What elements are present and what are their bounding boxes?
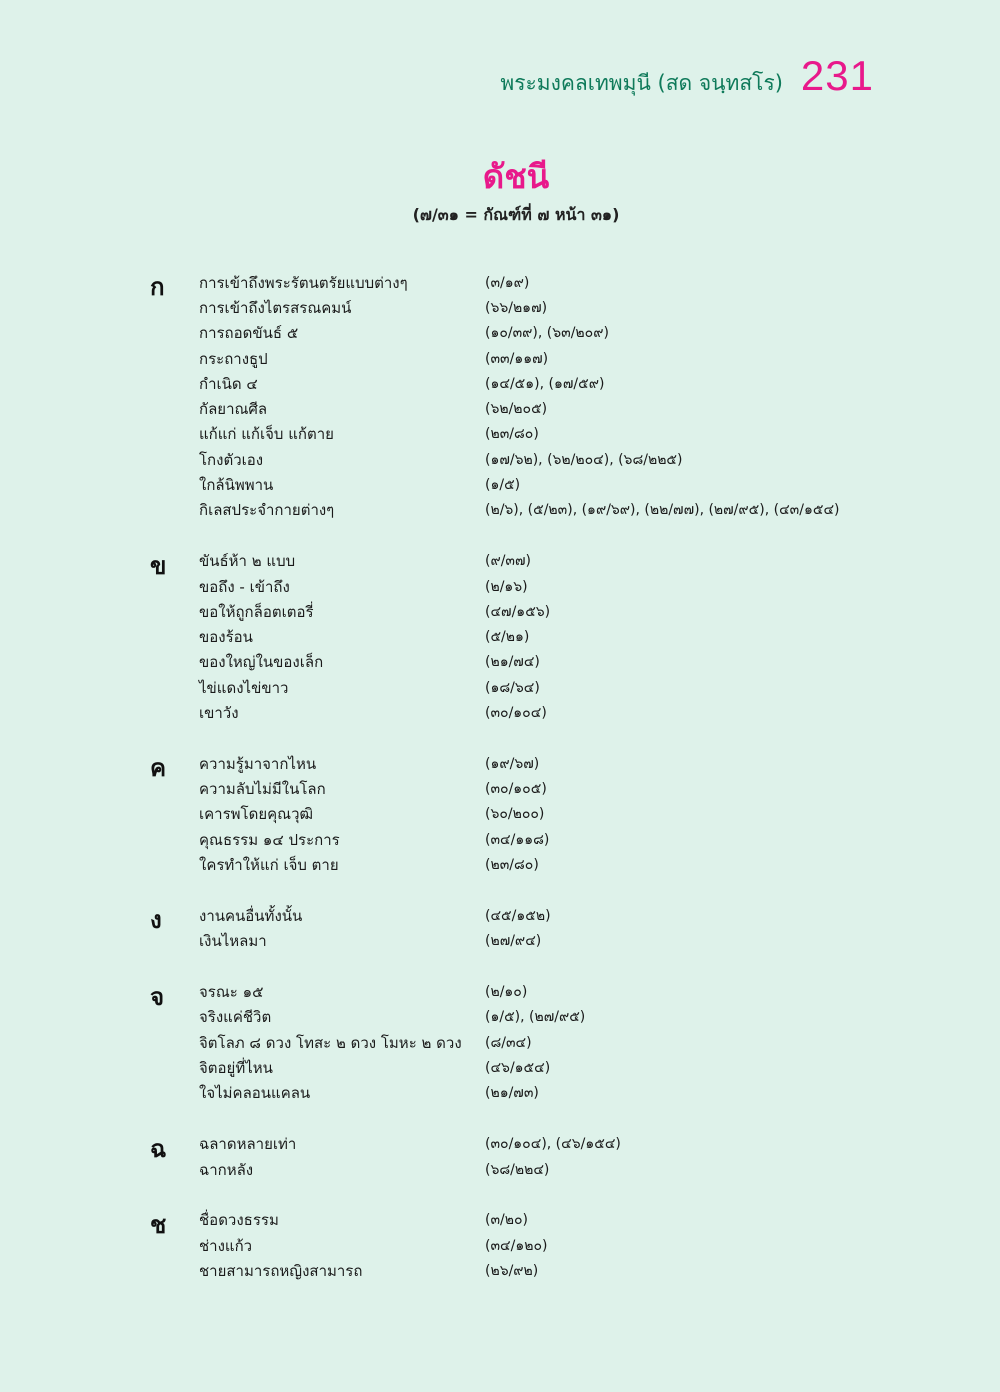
index-entry xyxy=(150,929,870,954)
entry-term: การเข้าถึงพระรัตนตรัยแบบต่างๆ xyxy=(199,273,408,292)
index-entry xyxy=(150,1233,870,1258)
entry-term: งานคนอื่นทั้งนั้น xyxy=(199,906,303,925)
entry-term: ของใหญ่ในของเล็ก xyxy=(199,653,324,672)
index-letter: จ xyxy=(150,982,165,1011)
index-legend: (๗/๓๑ = กัณฑ์ที่ ๗ หน้า ๓๑) xyxy=(412,205,620,224)
entry-references: (๖๖/๒๑๗) xyxy=(485,299,548,316)
entry-term: เขาวัง xyxy=(199,703,239,722)
index-entry xyxy=(150,396,870,421)
entry-references: (๒๑/๗๓) xyxy=(485,1085,539,1102)
entry-term: ชายสามารถหญิงสามารถ xyxy=(199,1262,363,1280)
index-entry xyxy=(150,270,870,295)
index-letter: ก xyxy=(150,273,165,301)
entry-references: (๓๔/๑๑๘) xyxy=(485,831,550,848)
entry-term: ชื่อดวงธรรม xyxy=(199,1211,279,1230)
entry-term: ขอถึง - เข้าถึง xyxy=(199,577,290,596)
entry-term: การเข้าถึงไตรสรณคมน์ xyxy=(199,298,352,317)
page-number: 231 xyxy=(800,52,874,99)
entry-term: ใครทำให้แก่ เจ็บ ตาย xyxy=(199,856,339,875)
entry-term: ความลับไม่มีในโลก xyxy=(199,780,326,799)
entry-references: (๑๔/๕๑), (๑๗/๕๙) xyxy=(485,375,605,392)
entry-references: (๑๐/๓๙), (๖๓/๒๐๙) xyxy=(485,325,609,342)
entry-references: (๑/๕) xyxy=(485,477,521,494)
entry-references: (๔๗/๑๕๖) xyxy=(485,603,551,620)
index-entry xyxy=(150,1005,870,1030)
index-letter: ฉ xyxy=(150,1134,167,1163)
index-entry xyxy=(150,346,870,371)
entry-references: (๖๐/๒๐๐) xyxy=(485,806,545,823)
index-entry xyxy=(150,498,870,523)
index-group xyxy=(150,903,870,954)
entry-term: ใจไม่คลอนแคลน xyxy=(199,1084,311,1103)
index-entry xyxy=(150,751,870,776)
entry-references: (๔๖/๑๕๔) xyxy=(485,1060,551,1077)
entry-references: (๔๕/๑๕๒) xyxy=(485,907,551,924)
entry-references: (๑๙/๖๗) xyxy=(485,755,540,772)
entry-term: จรณะ ๑๕ xyxy=(199,983,264,1002)
index-entry xyxy=(150,549,870,574)
entry-term: ขอให้ถูกล็อตเตอรี่ xyxy=(199,602,314,621)
entry-references: (๑๘/๖๔) xyxy=(485,679,540,696)
entry-references: (๑๗/๖๒), (๖๒/๒๐๔), (๖๘/๒๒๕) xyxy=(485,451,683,468)
running-header xyxy=(500,52,874,100)
entry-term: กัลยาณศีล xyxy=(199,400,268,419)
entry-term: จิตโลภ ๘ ดวง โทสะ ๒ ดวง โมหะ ๒ ดวง xyxy=(199,1033,462,1052)
entry-references: (๒/๑๖) xyxy=(485,578,528,595)
entry-term: ของร้อน xyxy=(199,628,253,647)
entry-term: ขันธ์ห้า ๒ แบบ xyxy=(199,552,296,571)
index-group xyxy=(150,1208,870,1284)
entry-references: (๖๘/๒๒๔) xyxy=(485,1161,550,1178)
index-entry xyxy=(150,980,870,1005)
entry-term: ไข่แดงไข่ขาว xyxy=(199,678,289,697)
index-entry xyxy=(150,574,870,599)
entry-references: (๕/๒๑) xyxy=(485,629,530,646)
index-group xyxy=(150,549,870,726)
entry-references: (๓๐/๑๐๕) xyxy=(485,781,547,798)
entry-references: (๒/๖), (๕/๒๓), (๑๙/๖๙), (๒๒/๗๗), (๒๗/๙๕), (๔๓/๑๕๔) xyxy=(485,502,840,519)
entry-references: (๒/๑๐) xyxy=(485,984,528,1001)
entry-references: (๓๐/๑๐๔) xyxy=(485,704,547,721)
running-title: พระมงคลเทพมุนี (สด จนฺทสโร) xyxy=(500,71,783,95)
entry-term: ฉากหลัง xyxy=(199,1160,254,1179)
index-letter: ง xyxy=(150,906,162,935)
entry-references: (๓/๑๙) xyxy=(485,274,530,291)
entry-term: คุณธรรม ๑๔ ประการ xyxy=(199,830,340,849)
entry-term: ความรู้มาจากไหน xyxy=(199,754,317,773)
entry-term: การถอดขันธ์ ๕ xyxy=(199,324,299,343)
index-entry xyxy=(150,1030,870,1055)
index-entry xyxy=(150,1258,870,1283)
entry-term: จิตอยู่ที่ไหน xyxy=(199,1059,273,1078)
index-entry xyxy=(150,1208,870,1233)
index-group xyxy=(150,1132,870,1183)
index-entry xyxy=(150,1055,870,1080)
index-letter: ช xyxy=(150,1210,167,1239)
index-entry xyxy=(150,777,870,802)
entry-references: (๙/๓๗) xyxy=(485,553,531,570)
index-entry xyxy=(150,1132,870,1157)
entry-term: ใกล้นิพพาน xyxy=(199,476,274,495)
index-entry xyxy=(150,827,870,852)
entry-term: กิเลสประจำกายต่างๆ xyxy=(199,501,335,520)
entry-term: ช่างแก้ว xyxy=(199,1236,253,1255)
index-entry xyxy=(150,295,870,320)
entry-references: (๒๗/๙๔) xyxy=(485,933,542,950)
index-entry xyxy=(150,903,870,928)
index-entry xyxy=(150,802,870,827)
entry-term: กำเนิด ๔ xyxy=(199,374,258,393)
entry-references: (๒๓/๘๐) xyxy=(485,857,539,874)
entry-references: (๖๒/๒๐๕) xyxy=(485,401,548,418)
entry-term: โกงตัวเอง xyxy=(199,450,264,469)
page-title: ดัชนี xyxy=(482,157,550,196)
index-letter: ข xyxy=(150,551,167,580)
entry-references: (๑/๕), (๒๗/๙๕) xyxy=(485,1009,586,1026)
index-entry xyxy=(150,599,870,624)
index-list xyxy=(150,270,870,1309)
entry-references: (๓๓/๑๑๗) xyxy=(485,350,549,367)
index-entry xyxy=(150,1157,870,1182)
index-group xyxy=(150,751,870,877)
entry-references: (๓/๒๐) xyxy=(485,1212,528,1229)
index-entry xyxy=(150,700,870,725)
entry-references: (๒๖/๙๒) xyxy=(485,1263,539,1279)
entry-term: เคารพโดยคุณวุฒิ xyxy=(199,805,314,824)
index-entry xyxy=(150,1081,870,1106)
entry-term: เงินไหลมา xyxy=(199,932,267,951)
index-entry xyxy=(150,675,870,700)
index-entry xyxy=(150,371,870,396)
entry-references: (๒๑/๗๔) xyxy=(485,654,540,671)
index-entry xyxy=(150,422,870,447)
index-entry xyxy=(150,852,870,877)
index-entry xyxy=(150,472,870,497)
entry-references: (๓๐/๑๐๔), (๔๖/๑๕๔) xyxy=(485,1136,621,1153)
index-group xyxy=(150,270,870,523)
entry-references: (๓๔/๑๒๐) xyxy=(485,1237,548,1254)
index-group xyxy=(150,980,870,1106)
entry-term: กระถางธูป xyxy=(199,349,268,368)
index-entry xyxy=(150,447,870,472)
entry-references: (๘/๓๔) xyxy=(485,1034,532,1051)
entry-term: แก้แก่ แก้เจ็บ แก้ตาย xyxy=(199,425,334,444)
index-entry xyxy=(150,321,870,346)
entry-term: ฉลาดหลายเท่า xyxy=(199,1135,297,1154)
entry-term: จริงแค่ชีวิต xyxy=(199,1008,272,1027)
index-letter: ค xyxy=(150,754,167,783)
index-entry xyxy=(150,650,870,675)
entry-references: (๒๓/๘๐) xyxy=(485,426,539,443)
index-entry xyxy=(150,624,870,649)
